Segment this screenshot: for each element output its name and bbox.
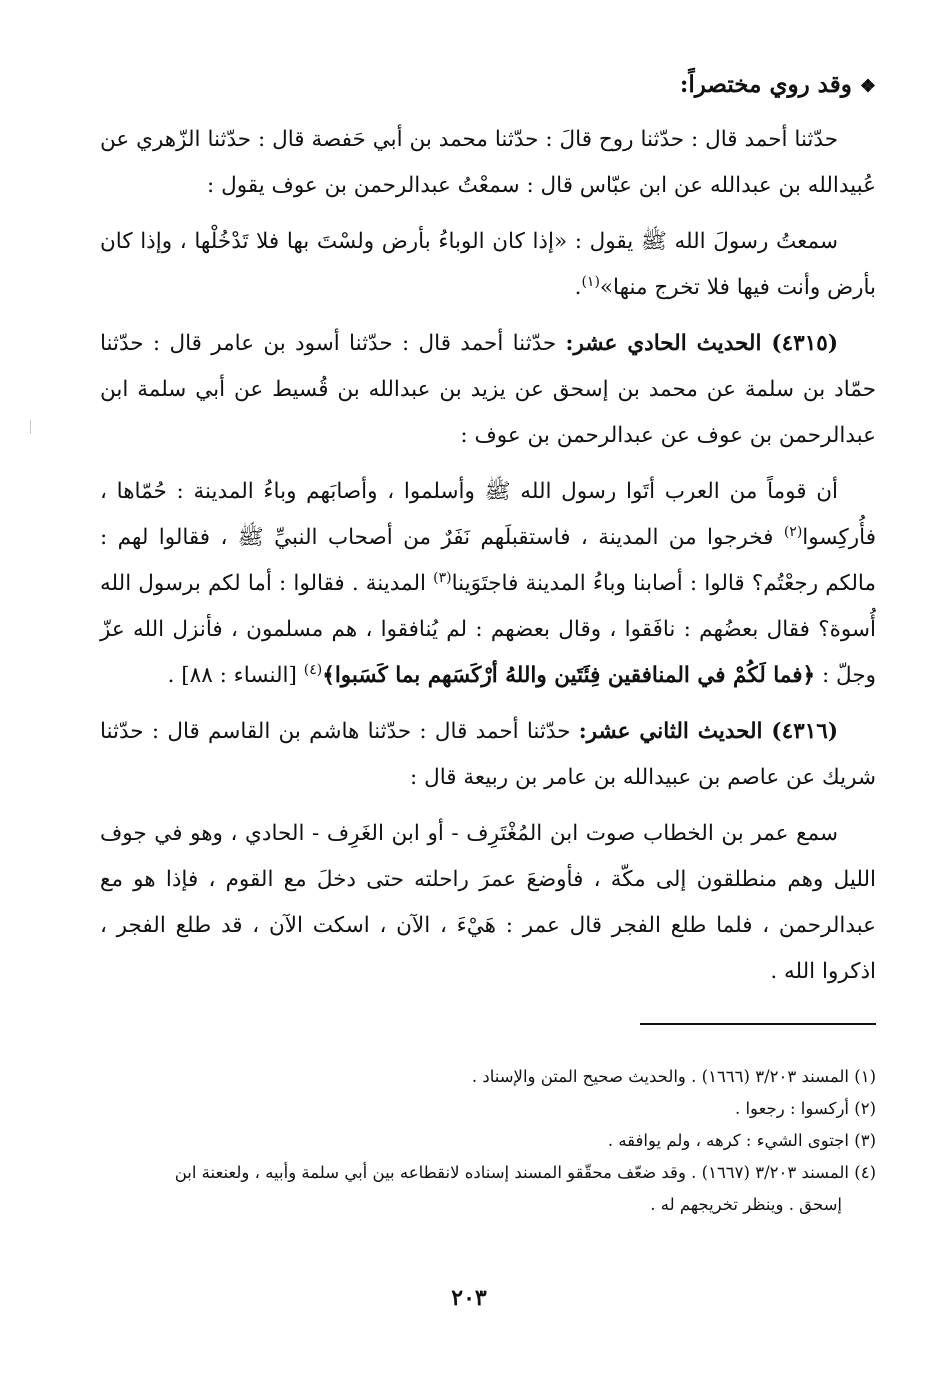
hadith-4315-matn xyxy=(100,469,876,699)
hadith-4315-title: (٤٣١٥) الحديث الحادي عشر: xyxy=(565,331,838,356)
bullet-icon: ❖ xyxy=(859,76,876,97)
footnote-ref-3[interactable]: (٣) xyxy=(433,569,452,586)
hadith-4316-isnad-text: حدّثنا أحمد قال : حدّثنا هاشم بن القاسم قال : حدّثنا شريك عن عاصم بن عبيدالله بن عامر بن ربيعة قال : xyxy=(100,719,876,790)
hadith-4315-isnad xyxy=(100,321,876,459)
footnote-marker: (١) xyxy=(854,1067,876,1086)
footnote-4 xyxy=(100,1157,876,1189)
hadith-matn xyxy=(100,219,876,311)
footnote-ref-2[interactable]: (٢) xyxy=(783,523,803,540)
section-heading-text: وقد روي مختصراً: xyxy=(679,71,852,98)
footnote-ref-1[interactable]: (١) xyxy=(581,273,600,290)
footnote-ref-4[interactable]: (٤) xyxy=(303,661,323,678)
hadith-4316-title: (٤٣١٦) الحديث الثاني عشر: xyxy=(578,719,838,744)
quran-verse: ﴿فما لَكُمْ في المنافقين فِئَتَين واللهُ أرْكَسَهم بما كَسَبوا﴾ xyxy=(322,663,816,688)
footnotes xyxy=(100,1061,876,1221)
footnote-marker: (٢) xyxy=(854,1099,876,1118)
hadith-4315-text-2: فخرجوا من المدينة ، فاستقبلَهم نَفَرٌ من أصحاب النبيِّ ﷺ ، فقالوا لهم : مالكم رجعْتُم؟ قالوا : أصابنا وباءُ المدينة فاجتَوَينا xyxy=(100,525,876,596)
isnad-text: حدّثنا أحمد قال : حدّثنا روح قالَ : حدّثنا محمد بن أبي حَفصة قال : حدّثنا الزّهري عن عُبيدالله بن عبدالله عن ابن عبّاس قال : سمعْتُ عبدالرحمن بن عوف يقول : xyxy=(100,127,876,198)
hadith-4315-text-1: أن قوماً من العرب أتَوا رسول الله ﷺ وأسلموا ، وأصابَهم وباءُ المدينة : حُمّاها ، فأُركِسوا xyxy=(100,479,876,550)
page-number: ٢٠٣ xyxy=(451,1285,487,1311)
hadith-isnad xyxy=(100,117,876,209)
footnote-text: إسحق . وينظر تخريجهم له . xyxy=(650,1195,842,1214)
matn-text: سمعتُ رسولَ الله ﷺ يقول : «إذا كان الوباءُ بأرض ولسْتَ بها فلا تَدْخُلْها ، وإذا كان بأرض وأنت فيها فلا تخرج منها» xyxy=(100,229,876,300)
footnote-3 xyxy=(100,1125,876,1157)
footnote-text: اجتوى الشيء : كرهه ، ولم يوافقه . xyxy=(607,1131,849,1150)
footnote-1 xyxy=(100,1061,876,1093)
footnote-marker: (٣) xyxy=(854,1131,876,1150)
hadith-4316-matn xyxy=(100,811,876,995)
hadith-4315-isnad-text: حدّثنا أحمد قال : حدّثنا أسود بن عامر قال : حدّثنا حمّاد بن سلمة عن محمد بن إسحق عن يزيد بن عبدالله بن قُسيط عن أبي سلمة ابن عبدالرحمن بن عوف عن عبدالرحمن بن عوف : xyxy=(100,331,876,448)
hadith-4316-isnad xyxy=(100,709,876,801)
footnote-text: المسند ٣/٢٠٣ (١٦٦٦) . والحديث صحيح المتن والإسناد . xyxy=(471,1067,849,1086)
hadith-4316-text: سمع عمر بن الخطاب صوت ابن المُغْتَرِف - أو ابن الغَرِف - الحادي ، وهو في جوف الليل وهم منطلقون إلى مكّة ، فأوضعَ عمرَ راحلته حتى دخلَ مع القوم ، فإذا هو مع عبدالرحمن ، فلما طلع الفجر قال عمر : هَيْءَ ، الآن ، اسكت الآن ، قد طلع الفجر ، اذكروا الله . xyxy=(100,821,876,984)
footnote-4-continuation xyxy=(100,1189,876,1221)
footnote-divider xyxy=(640,1023,876,1025)
quran-reference: [النساء : ٨٨] . xyxy=(167,663,297,688)
footnote-text: أركسوا : رجعوا . xyxy=(734,1099,849,1118)
margin-mark xyxy=(30,420,31,434)
footnote-text: المسند ٣/٢٠٣ (١٦٦٧) . وقد ضعّف محقّقو المسند إسناده لانقطاعه بين أبي سلمة وأبيه ، ولعنعنة ابن xyxy=(174,1163,849,1182)
hadith-4315-text-3: المدينة . فقالوا : أما لكم برسول الله أُسوة؟ فقال بعضُهم : نافَقوا ، وقال بعضهم : لم يُنافقوا ، هم مسلمون ، فأنزل الله عزّ وجلّ : xyxy=(100,571,876,688)
footnote-2 xyxy=(100,1093,876,1125)
footnote-marker: (٤) xyxy=(854,1163,876,1182)
matn-end: . xyxy=(574,275,582,300)
section-heading xyxy=(100,68,876,104)
